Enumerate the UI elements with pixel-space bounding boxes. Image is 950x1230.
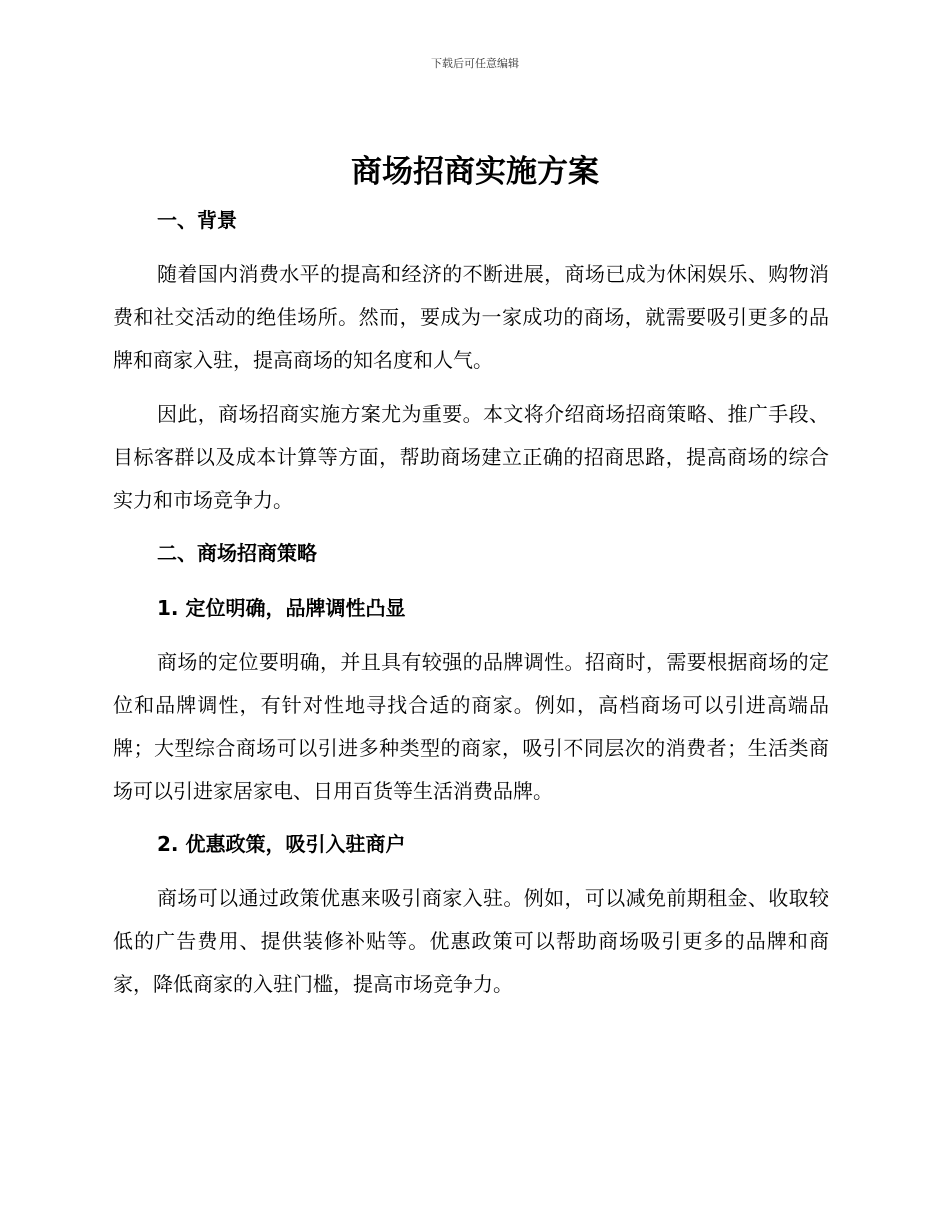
subheading-positioning: 1. 定位明确，品牌调性凸显 [157, 596, 406, 620]
section-heading-strategy: 二、商场招商策略 [157, 541, 317, 565]
document-title: 商场招商实施方案 [351, 154, 599, 190]
background-paragraph-2: 因此，商场招商实施方案尤为重要。本文将介绍商场招商策略、推广手段、目标客群以及成本计算等方面，帮助商场建立正确的招商思路，提高商场的综合实力和市场竞争力。 [113, 402, 829, 512]
incentives-paragraph: 商场可以通过政策优惠来吸引商家入驻。例如，可以减免前期租金、收取较低的广告费用、提供装修补贴等。优惠政策可以帮助商场吸引更多的品牌和商家，降低商家的入驻门槛，提高市场竞争力。 [113, 886, 829, 996]
header-note: 下载后可任意编辑 [431, 57, 519, 70]
positioning-paragraph: 商场的定位要明确，并且具有较强的品牌调性。招商时，需要根据商场的定位和品牌调性，有针对性地寻找合适的商家。例如，高档商场可以引进高端品牌；大型综合商场可以引进多种类型的商家，吸引不同层次的消费者；生活类商场可以引进家居家电、日用百货等生活消费品牌。 [113, 650, 829, 803]
background-paragraph-1: 随着国内消费水平的提高和经济的不断进展，商场已成为休闲娱乐、购物消费和社交活动的绝佳场所。然而，要成为一家成功的商场，就需要吸引更多的品牌和商家入驻，提高商场的知名度和人气。 [113, 262, 829, 372]
section-heading-background: 一、背景 [157, 208, 237, 232]
subheading-incentives: 2. 优惠政策，吸引入驻商户 [157, 832, 406, 856]
